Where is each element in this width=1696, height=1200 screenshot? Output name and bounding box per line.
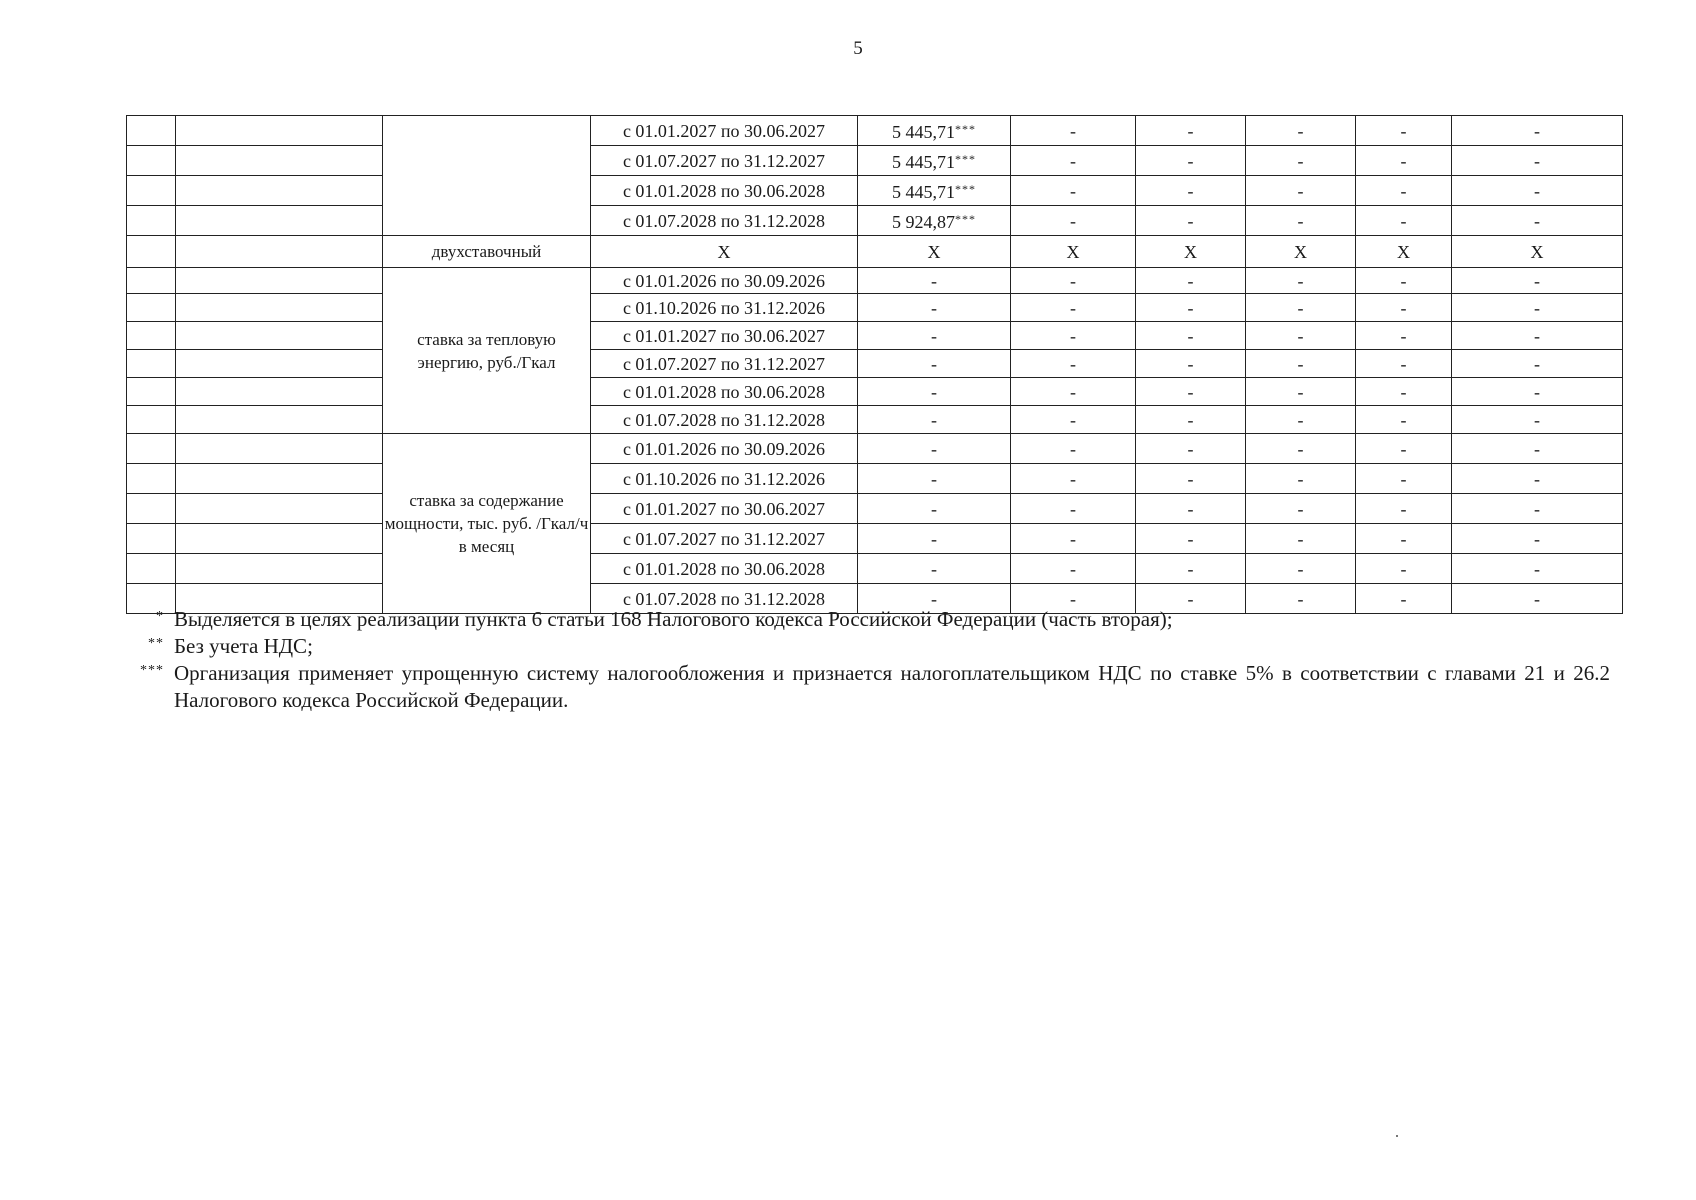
value-cell: -: [1246, 116, 1356, 146]
value-cell: -: [1356, 116, 1452, 146]
footnote: [120, 606, 1610, 633]
value-cell: -: [858, 406, 1011, 434]
value-cell: -: [1246, 268, 1356, 294]
value-cell: -: [1356, 206, 1452, 236]
value-cell: -: [1356, 434, 1452, 464]
value-cell: -: [1452, 350, 1623, 378]
value-cell: -: [1136, 176, 1246, 206]
rate-value: 5 445,71: [892, 182, 955, 202]
x-cell: Х: [1136, 236, 1246, 268]
period-cell: с 01.07.2028 по 31.12.2028: [591, 406, 858, 434]
value-cell: -: [858, 554, 1011, 584]
value-cell: -: [1136, 584, 1246, 614]
empty-cell: [176, 524, 383, 554]
value-cell: -: [1011, 524, 1136, 554]
value-cell: -: [1246, 584, 1356, 614]
value-cell: -: [1356, 350, 1452, 378]
value-cell: -: [858, 584, 1011, 614]
x-cell: Х: [1452, 236, 1623, 268]
footnote-mark: **: [148, 636, 164, 651]
value-cell: -: [858, 378, 1011, 406]
value-cell: -: [1246, 524, 1356, 554]
empty-cell: [176, 434, 383, 464]
empty-cell: [127, 464, 176, 494]
table-row: [127, 494, 1623, 524]
value-cell: -: [1011, 322, 1136, 350]
value-cell: -: [1356, 294, 1452, 322]
empty-cell: [176, 268, 383, 294]
empty-cell: [127, 176, 176, 206]
value-cell: -: [1246, 206, 1356, 236]
footnote-text: Без учета НДС;: [174, 634, 313, 658]
value-cell: -: [1136, 378, 1246, 406]
value-cell: -: [1452, 524, 1623, 554]
value-cell: -: [1246, 146, 1356, 176]
table-row: [127, 294, 1623, 322]
empty-cell: [176, 206, 383, 236]
value-cell: -: [1011, 434, 1136, 464]
footnote-text: Выделяется в целях реализации пункта 6 статьи 168 Налогового кодекса Российской Федерации (часть вторая);: [174, 607, 1173, 631]
rate-value: 5 445,71: [892, 122, 955, 142]
footnote-mark: *: [156, 609, 164, 624]
empty-cell: [127, 406, 176, 434]
table-row: [127, 406, 1623, 434]
empty-cell: [127, 494, 176, 524]
table-row: [127, 554, 1623, 584]
value-cell: -: [1011, 464, 1136, 494]
empty-cell: [176, 116, 383, 146]
value-cell: -: [1452, 434, 1623, 464]
value-cell: -: [1011, 294, 1136, 322]
table-row-two-part: [127, 236, 1623, 268]
value-cell: -: [1246, 434, 1356, 464]
footnote-mark: ***: [955, 152, 976, 166]
value-cell: -: [1356, 176, 1452, 206]
empty-cell: [127, 116, 176, 146]
rate-cell: [858, 176, 1011, 206]
value-cell: -: [1011, 406, 1136, 434]
period-cell: с 01.01.2026 по 30.09.2026: [591, 268, 858, 294]
value-cell: -: [1011, 350, 1136, 378]
value-cell: -: [1136, 524, 1246, 554]
footnote-mark: ***: [955, 122, 976, 136]
value-cell: -: [1246, 176, 1356, 206]
empty-cell: [127, 554, 176, 584]
footnote-text: Организация применяет упрощенную систему налогообложения и признается налогоплательщиком НДС по ставке 5% в соответствии с главами 21 и 26.2 Налогового кодекса Российской Федерации.: [174, 661, 1610, 712]
footnotes: [120, 606, 1610, 714]
value-cell: -: [858, 524, 1011, 554]
value-cell: -: [1452, 294, 1623, 322]
value-cell: -: [1136, 554, 1246, 584]
table-row: [127, 322, 1623, 350]
rate-value: 5 445,71: [892, 152, 955, 172]
tariff-table: [126, 115, 1623, 614]
x-cell: Х: [858, 236, 1011, 268]
value-cell: -: [1246, 554, 1356, 584]
period-cell: с 01.01.2027 по 30.06.2027: [591, 116, 858, 146]
period-cell: с 01.10.2026 по 31.12.2026: [591, 464, 858, 494]
empty-cell: [383, 116, 591, 236]
empty-cell: [127, 378, 176, 406]
period-cell: с 01.07.2027 по 31.12.2027: [591, 146, 858, 176]
value-cell: -: [1452, 322, 1623, 350]
value-cell: -: [1011, 494, 1136, 524]
value-cell: -: [858, 322, 1011, 350]
value-cell: -: [1452, 464, 1623, 494]
value-cell: -: [1246, 464, 1356, 494]
scan-speck: [1396, 1135, 1398, 1137]
table-row: [127, 464, 1623, 494]
value-cell: -: [1011, 584, 1136, 614]
empty-cell: [176, 294, 383, 322]
table-row: [127, 268, 1623, 294]
empty-cell: [127, 350, 176, 378]
period-cell: с 01.01.2028 по 30.06.2028: [591, 554, 858, 584]
footnote-mark: ***: [955, 212, 976, 226]
value-cell: -: [1452, 268, 1623, 294]
value-cell: -: [1246, 322, 1356, 350]
period-cell: с 01.01.2027 по 30.06.2027: [591, 322, 858, 350]
value-cell: -: [1246, 350, 1356, 378]
value-cell: -: [1452, 584, 1623, 614]
period-cell: с 01.01.2028 по 30.06.2028: [591, 378, 858, 406]
value-cell: -: [1011, 206, 1136, 236]
value-cell: -: [858, 268, 1011, 294]
period-cell: с 01.01.2026 по 30.09.2026: [591, 434, 858, 464]
empty-cell: [176, 406, 383, 434]
x-cell: Х: [1011, 236, 1136, 268]
value-cell: -: [1356, 322, 1452, 350]
tariff-type-label: двухставочный: [383, 236, 591, 268]
empty-cell: [176, 176, 383, 206]
value-cell: -: [858, 494, 1011, 524]
value-cell: -: [1136, 206, 1246, 236]
x-cell: Х: [591, 236, 858, 268]
table-row: [127, 176, 1623, 206]
rate-cell: [858, 116, 1011, 146]
value-cell: -: [1011, 554, 1136, 584]
value-cell: -: [858, 434, 1011, 464]
empty-cell: [176, 554, 383, 584]
empty-cell: [176, 464, 383, 494]
empty-cell: [127, 434, 176, 464]
value-cell: -: [858, 464, 1011, 494]
empty-cell: [127, 322, 176, 350]
value-cell: -: [1356, 464, 1452, 494]
value-cell: -: [1356, 494, 1452, 524]
value-cell: -: [1356, 554, 1452, 584]
footnote: [120, 660, 1610, 714]
value-cell: -: [1356, 268, 1452, 294]
value-cell: -: [1452, 146, 1623, 176]
value-cell: -: [1452, 378, 1623, 406]
table-row: [127, 350, 1623, 378]
capacity-rate-label: ставка за содержание мощности, тыс. руб. /Гкал/ч в месяц: [383, 434, 591, 614]
period-cell: с 01.10.2026 по 31.12.2026: [591, 294, 858, 322]
footnote-mark: ***: [955, 182, 976, 196]
value-cell: -: [858, 294, 1011, 322]
table-row: [127, 434, 1623, 464]
value-cell: -: [1452, 406, 1623, 434]
value-cell: -: [1136, 294, 1246, 322]
value-cell: -: [1356, 406, 1452, 434]
value-cell: -: [1136, 322, 1246, 350]
x-cell: Х: [1356, 236, 1452, 268]
value-cell: -: [1356, 584, 1452, 614]
value-cell: -: [1011, 176, 1136, 206]
value-cell: -: [1136, 494, 1246, 524]
value-cell: -: [1356, 524, 1452, 554]
value-cell: -: [1136, 116, 1246, 146]
value-cell: -: [1136, 146, 1246, 176]
empty-cell: [176, 350, 383, 378]
value-cell: -: [1452, 554, 1623, 584]
heat-energy-rate-label: ставка за тепловую энергию, руб./Гкал: [383, 268, 591, 434]
value-cell: -: [1136, 406, 1246, 434]
table-row: [127, 146, 1623, 176]
footnote: [120, 633, 1610, 660]
value-cell: -: [858, 350, 1011, 378]
period-cell: с 01.07.2028 по 31.12.2028: [591, 206, 858, 236]
value-cell: -: [1246, 494, 1356, 524]
value-cell: -: [1011, 268, 1136, 294]
value-cell: -: [1136, 268, 1246, 294]
value-cell: -: [1452, 116, 1623, 146]
period-cell: с 01.01.2028 по 30.06.2028: [591, 176, 858, 206]
rate-cell: [858, 206, 1011, 236]
value-cell: -: [1452, 176, 1623, 206]
empty-cell: [127, 146, 176, 176]
value-cell: -: [1136, 434, 1246, 464]
value-cell: -: [1136, 464, 1246, 494]
period-cell: с 01.07.2027 по 31.12.2027: [591, 350, 858, 378]
rate-cell: [858, 146, 1011, 176]
empty-cell: [176, 146, 383, 176]
empty-cell: [127, 268, 176, 294]
table-row: [127, 524, 1623, 554]
value-cell: -: [1452, 494, 1623, 524]
value-cell: -: [1356, 378, 1452, 406]
table-row: [127, 378, 1623, 406]
empty-cell: [176, 236, 383, 268]
page-number: 5: [853, 38, 863, 59]
empty-cell: [176, 378, 383, 406]
empty-cell: [176, 322, 383, 350]
value-cell: -: [1356, 146, 1452, 176]
empty-cell: [176, 494, 383, 524]
value-cell: -: [1136, 350, 1246, 378]
empty-cell: [127, 236, 176, 268]
value-cell: -: [1246, 406, 1356, 434]
table-row: [127, 206, 1623, 236]
empty-cell: [127, 206, 176, 236]
value-cell: -: [1452, 206, 1623, 236]
value-cell: -: [1246, 294, 1356, 322]
period-cell: с 01.07.2027 по 31.12.2027: [591, 524, 858, 554]
period-cell: с 01.07.2028 по 31.12.2028: [591, 584, 858, 614]
footnote-mark: ***: [140, 663, 164, 678]
rate-value: 5 924,87: [892, 212, 955, 232]
value-cell: -: [1011, 378, 1136, 406]
value-cell: -: [1246, 378, 1356, 406]
empty-cell: [127, 294, 176, 322]
table-row: [127, 116, 1623, 146]
value-cell: -: [1011, 116, 1136, 146]
x-cell: Х: [1246, 236, 1356, 268]
period-cell: с 01.01.2027 по 30.06.2027: [591, 494, 858, 524]
empty-cell: [127, 524, 176, 554]
value-cell: -: [1011, 146, 1136, 176]
